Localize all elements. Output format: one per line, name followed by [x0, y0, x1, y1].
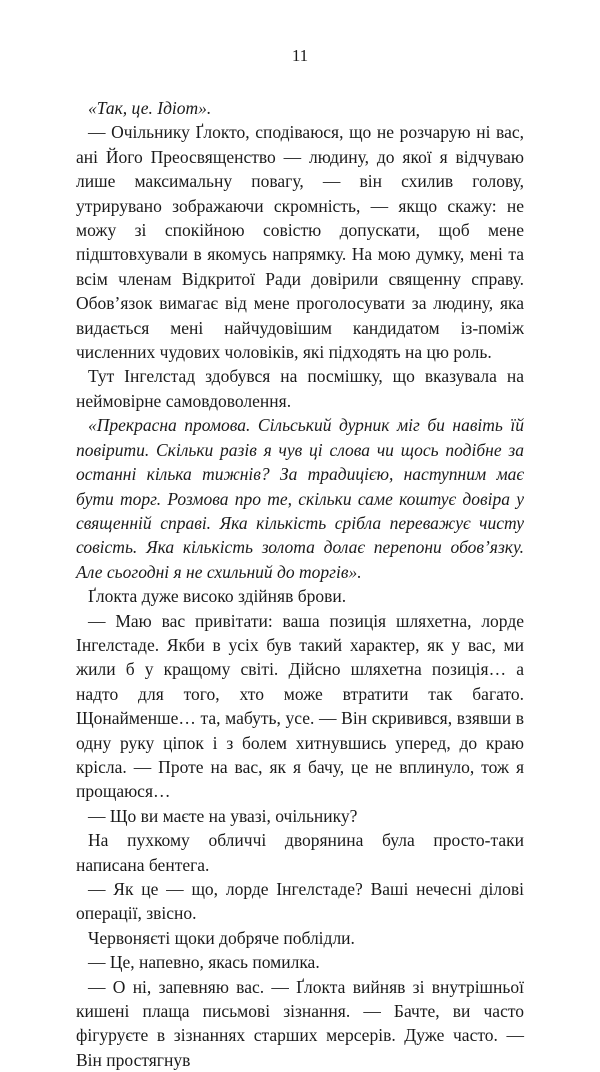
paragraph: — Очільнику Ґлокто, сподіваюся, що не розчарую ні вас, ані Його Преосвященство — людину, до якої я відчуваю лише максимальну повагу, — він схилив голову, утрируванo зображаючи скромність, — якщо скажу: не можу зі спокійною совістю допускати, щоб мене підштовхували в якомусь напрямку. На мою думку, мені та всім членам Відкритої Ради довірили священну справу. Обов’язок вимагає від мене проголосувати за людину, яка видається мені найчудовішим кандидатом із-поміж численних чудових чоловіків, які підходять на цю роль.: [76, 122, 524, 363]
paragraph: Тут Інгелстад здобувся на посмішку, що вказувала на неймовірне самовдоволення.: [76, 366, 524, 411]
paragraph: — Що ви маєте на увазі, очільнику?: [88, 805, 358, 826]
paragraph: Ґлокта дуже високо здійняв брови.: [88, 586, 347, 607]
text-block: [76, 96, 524, 1072]
paragraph: На пухкому обличчі дворянина була просто-таки написана бентега.: [76, 830, 524, 875]
paragraph: — О ні, запевняю вас. — Ґлокта вийняв зі внутрішньої кишені плаща письмові зізнання. — Бачте, ви часто фігуруєте в зізнаннях старших мерсерів. Дуже часто. — Він простягнув: [76, 976, 524, 1070]
page-number: 11: [291, 46, 309, 65]
paragraph: Червоняєті щоки добряче поблідли.: [88, 927, 355, 948]
paragraph: «Так, це. Ідіот».: [88, 98, 212, 118]
paragraph: «Прекрасна промова. Сільський дурник міг би навіть їй повірити. Скільки разів я чув ці слова чи щось подібне за останні кілька тижнів? За традицією, наступним має бути торг. Розмова про те, скільки саме коштує довіра у священній справі. Яка кількість срібла переважує чисту совість. Яка кількість золота долає перепони обов’язку. Але сьогодні я не схильний до торгів».: [76, 415, 524, 582]
paragraph: — Маю вас привітати: ваша позиція шляхетна, лорде Інгелстаде. Якби в усіх був такий характер, як у вас, ми жили б у кращому світі. Дійсно шляхетна позиція… а надто для того, хто може втратити так багато. Щонайменше… та, мабуть, усе. — Він скривився, взявши в одну руку ціпок і з болем хитнувшись уперед, до краю крісла. — Проте на вас, як я бачу, це не вплинуло, тож я прощаюся…: [76, 610, 524, 802]
paragraph: — Це, напевно, якась помилка.: [88, 952, 320, 973]
paragraph: — Як це — що, лорде Інгелстаде? Ваші нечесні ділові операції, звісно.: [76, 879, 524, 924]
